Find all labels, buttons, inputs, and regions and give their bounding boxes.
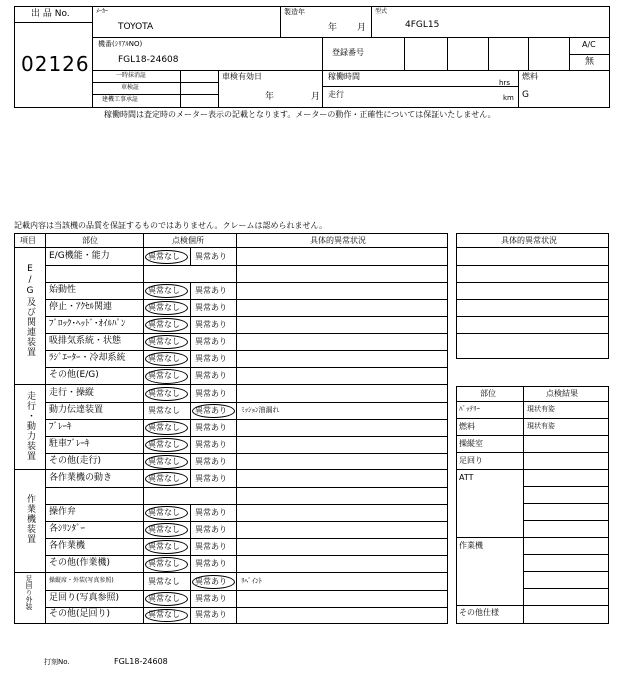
check-ng-option[interactable]: 異常あり [195,508,227,517]
check-divider [190,367,191,385]
check-circle-mark [145,609,188,622]
row-line [45,333,448,334]
row-line [45,419,448,420]
check-ok-option[interactable]: 異常なし [148,508,180,517]
row-part-label: 始動性 [49,285,77,295]
row-line [45,367,448,368]
row-line [45,316,448,317]
check-divider [190,555,191,573]
serial-value: FGL18-24608 [118,55,179,65]
temp-cert-label: 一時抹消証 [116,72,147,79]
check-divider [190,248,191,265]
check-ng-option[interactable]: 異常あり [195,542,227,551]
row-part-label: その他(走行) [49,456,102,466]
row-part-label: 動力伝達装置 [49,405,104,415]
check-ok-option[interactable]: 異常なし [148,525,180,534]
check-ok-option[interactable]: 異常なし [148,474,180,483]
check-ok-option[interactable]: 異常なし [148,303,180,312]
check-divider [190,282,191,299]
year-label: 製造年 [284,8,305,16]
col-item-header: 項目 [20,236,36,245]
stamp-no-value: FGL18-24608 [114,657,168,666]
check-ok-option[interactable]: 異常なし [148,337,180,346]
row-part-label: 停止・ｱｸｾﾙ関連 [49,302,113,312]
group-engine-label: E/G及び関連装置 [25,264,35,357]
group-work-label: 作業機装置 [25,494,35,544]
hours-note: 稼働時間は査定時のメーター表示の記載となります。メーターの動作・正確性については保証いたしません。 [104,110,496,119]
row-part-label: 足回り(写真参照) [49,593,120,603]
row-detail-text: ﾘﾍﾟｲﾝﾄ [241,577,262,585]
item-no-label: 出 品 No. [31,9,70,19]
registration-label: 登録番号 [332,48,364,57]
check-circle-mark [145,421,188,435]
row-line [45,402,448,403]
check-circle-mark [192,404,235,418]
check-ok-option[interactable]: 異常なし [148,320,180,329]
row-part-label: 各作業機の動き [49,473,113,483]
check-ok-option[interactable]: 異常なし [148,440,180,449]
vehicle-cert-label: 車検証 [121,84,140,91]
row-part-label: その他(足回り) [49,609,111,619]
row-part-label: 吸排気系統・状態 [49,336,122,346]
row-part-label: 各ｼﾘﾝﾀﾞｰ [49,524,86,534]
check-ok-option[interactable]: 異常なし [148,542,180,551]
right-detail-header: 具体的異常状況 [501,236,557,245]
check-ng-option[interactable]: 異常あり [195,286,227,295]
check-circle-mark [145,369,188,384]
result-part-undercarriage: 足回り [459,456,483,465]
row-line [45,607,448,608]
row-part-label: ﾌﾞﾚｰｷ [49,422,72,432]
result-value-battery: 現状有姿 [527,405,555,413]
check-divider [190,402,191,419]
permit-label: 建機工事承証 [102,96,139,103]
check-divider [190,385,191,402]
check-ng-option[interactable]: 異常あり [195,354,227,363]
check-ng-option[interactable]: 異常あり [195,389,227,398]
row-part-label: ﾌﾞﾛｯｸ･ﾍｯﾄﾞ･ｵｲﾙﾊﾟﾝ [49,319,126,329]
hours-label: 稼働時間 [328,72,360,81]
quality-note: 記載内容は当該機の品質を保証するものではありません。クレームは認められません。 [14,221,327,230]
col-check-header: 点検個所 [172,236,204,245]
model-value: 4FGL15 [405,20,440,30]
check-ok-option[interactable]: 異常なし [148,354,180,363]
check-circle-mark [145,540,188,554]
check-circle-mark [145,506,188,520]
row-line [45,453,448,454]
check-divider [190,350,191,367]
row-line [45,265,448,266]
inspection-month-unit: 月 [311,92,321,102]
maker-value: TOYOTA [118,22,154,32]
check-ok-option[interactable]: 異常なし [148,406,180,415]
check-ok-option[interactable]: 異常なし [148,286,180,295]
check-circle-mark [192,575,235,589]
check-ng-option[interactable]: 異常あり [195,303,227,312]
group-undercarriage-label: 足回り外装 [25,575,33,610]
check-divider [190,436,191,453]
travel-label: 走行 [328,90,344,99]
result-part-att: ATT [459,473,474,482]
check-ng-option[interactable]: 異常あり [195,610,227,619]
check-divider [190,573,191,590]
row-line [45,282,448,283]
result-part-header: 部位 [480,389,496,398]
check-divider [190,419,191,436]
row-part-label: E/G機能・能力 [49,251,110,261]
result-part-other: その他仕様 [459,608,499,617]
ac-value: 無 [585,57,595,67]
check-ng-option[interactable]: 異常あり [195,337,227,346]
check-ng-option[interactable]: 異常あり [195,252,227,261]
row-line [45,487,448,488]
check-circle-mark [145,284,188,298]
fuel-label: 燃料 [522,72,538,81]
ac-label: A/C [582,40,596,49]
km-unit: km [503,94,514,102]
check-ng-option[interactable]: 異常あり [195,423,227,432]
check-divider [190,504,191,521]
row-part-label: 走行・操縦 [49,388,95,398]
check-circle-mark [145,523,188,537]
row-part-label: 駐車ﾌﾞﾚｰｷ [49,439,90,449]
fuel-value: G [522,90,529,100]
check-ng-option[interactable]: 異常あり [195,577,227,586]
check-ok-option[interactable]: 異常なし [148,559,180,568]
check-circle-mark [145,352,188,366]
row-line [45,538,448,539]
check-circle-mark [145,318,188,332]
check-divider [190,607,191,623]
check-ok-option[interactable]: 異常なし [148,423,180,432]
check-ng-option[interactable]: 異常あり [195,320,227,329]
inspection-label: 車検有効日 [222,72,262,81]
check-circle-mark [145,335,188,349]
check-circle-mark [145,472,188,486]
check-divider [190,590,191,607]
row-part-label: その他(E/G) [49,370,99,380]
check-circle-mark [145,592,188,606]
col-detail-header: 具体的異常状況 [310,236,366,245]
check-ng-option[interactable]: 異常あり [195,440,227,449]
check-divider [190,333,191,350]
check-divider [190,299,191,316]
result-part-work: 作業機 [459,541,483,550]
check-ok-option[interactable]: 異常なし [148,457,180,466]
row-line [45,521,448,522]
check-ok-option[interactable]: 異常なし [148,594,180,603]
check-divider [190,453,191,470]
row-line [45,436,448,437]
row-part-label: 各作業機 [49,541,86,551]
row-part-label: ﾗｼﾞｴｰﾀｰ・冷却系統 [49,353,126,363]
col-part-header: 部位 [82,236,98,245]
group-drive-label: 走行・動力装置 [25,391,35,461]
check-ok-option[interactable]: 異常なし [148,371,180,380]
check-ng-option[interactable]: 異常あり [195,457,227,466]
check-ng-option[interactable]: 異常あり [195,406,227,415]
row-detail-text: ﾐｯｼｮﾝ油漏れ [241,406,280,414]
inspection-year-unit: 年 [265,92,275,102]
row-line [45,555,448,556]
model-label: 型式 [375,8,388,15]
row-part-label: 操作弁 [49,507,77,517]
check-circle-mark [145,301,188,315]
check-ok-option[interactable]: 異常なし [148,577,180,586]
check-divider [190,521,191,538]
row-line [45,590,448,591]
row-line [45,350,448,351]
row-part-label: 操縦席・外装(写真参照) [49,577,114,584]
maker-label: ﾒｰｶｰ [96,8,109,15]
check-circle-mark [145,438,188,452]
result-part-battery: ﾊﾞｯﾃﾘｰ [459,405,480,413]
hours-unit: hrs [499,79,510,87]
check-ng-option[interactable]: 異常あり [195,525,227,534]
check-ok-option[interactable]: 異常なし [148,252,180,261]
item-no-value: 02126 [21,52,90,76]
year-unit: 年 [328,23,338,33]
check-divider [190,316,191,333]
serial-label: 機番(ｼﾘｱﾙNO) [98,40,143,48]
result-part-fuel: 燃料 [459,422,475,431]
result-result-header: 点検結果 [546,389,578,398]
check-circle-mark [145,387,188,401]
check-ng-option[interactable]: 異常あり [195,474,227,483]
row-line [45,299,448,300]
check-ng-option[interactable]: 異常あり [195,559,227,568]
result-value-fuel: 現状有姿 [527,422,555,430]
check-ng-option[interactable]: 異常あり [195,371,227,380]
check-divider [190,538,191,555]
check-circle-mark [145,250,188,264]
check-ng-option[interactable]: 異常あり [195,594,227,603]
row-part-label: その他(作業機) [49,558,111,568]
check-ok-option[interactable]: 異常なし [148,389,180,398]
stamp-no-label: 打刻No. [44,658,70,666]
check-ok-option[interactable]: 異常なし [148,610,180,619]
check-circle-mark [145,557,188,572]
row-line [45,504,448,505]
result-part-cab: 操縦室 [459,439,483,448]
check-circle-mark [145,455,188,469]
month-unit: 月 [357,23,367,33]
check-divider [190,470,191,487]
